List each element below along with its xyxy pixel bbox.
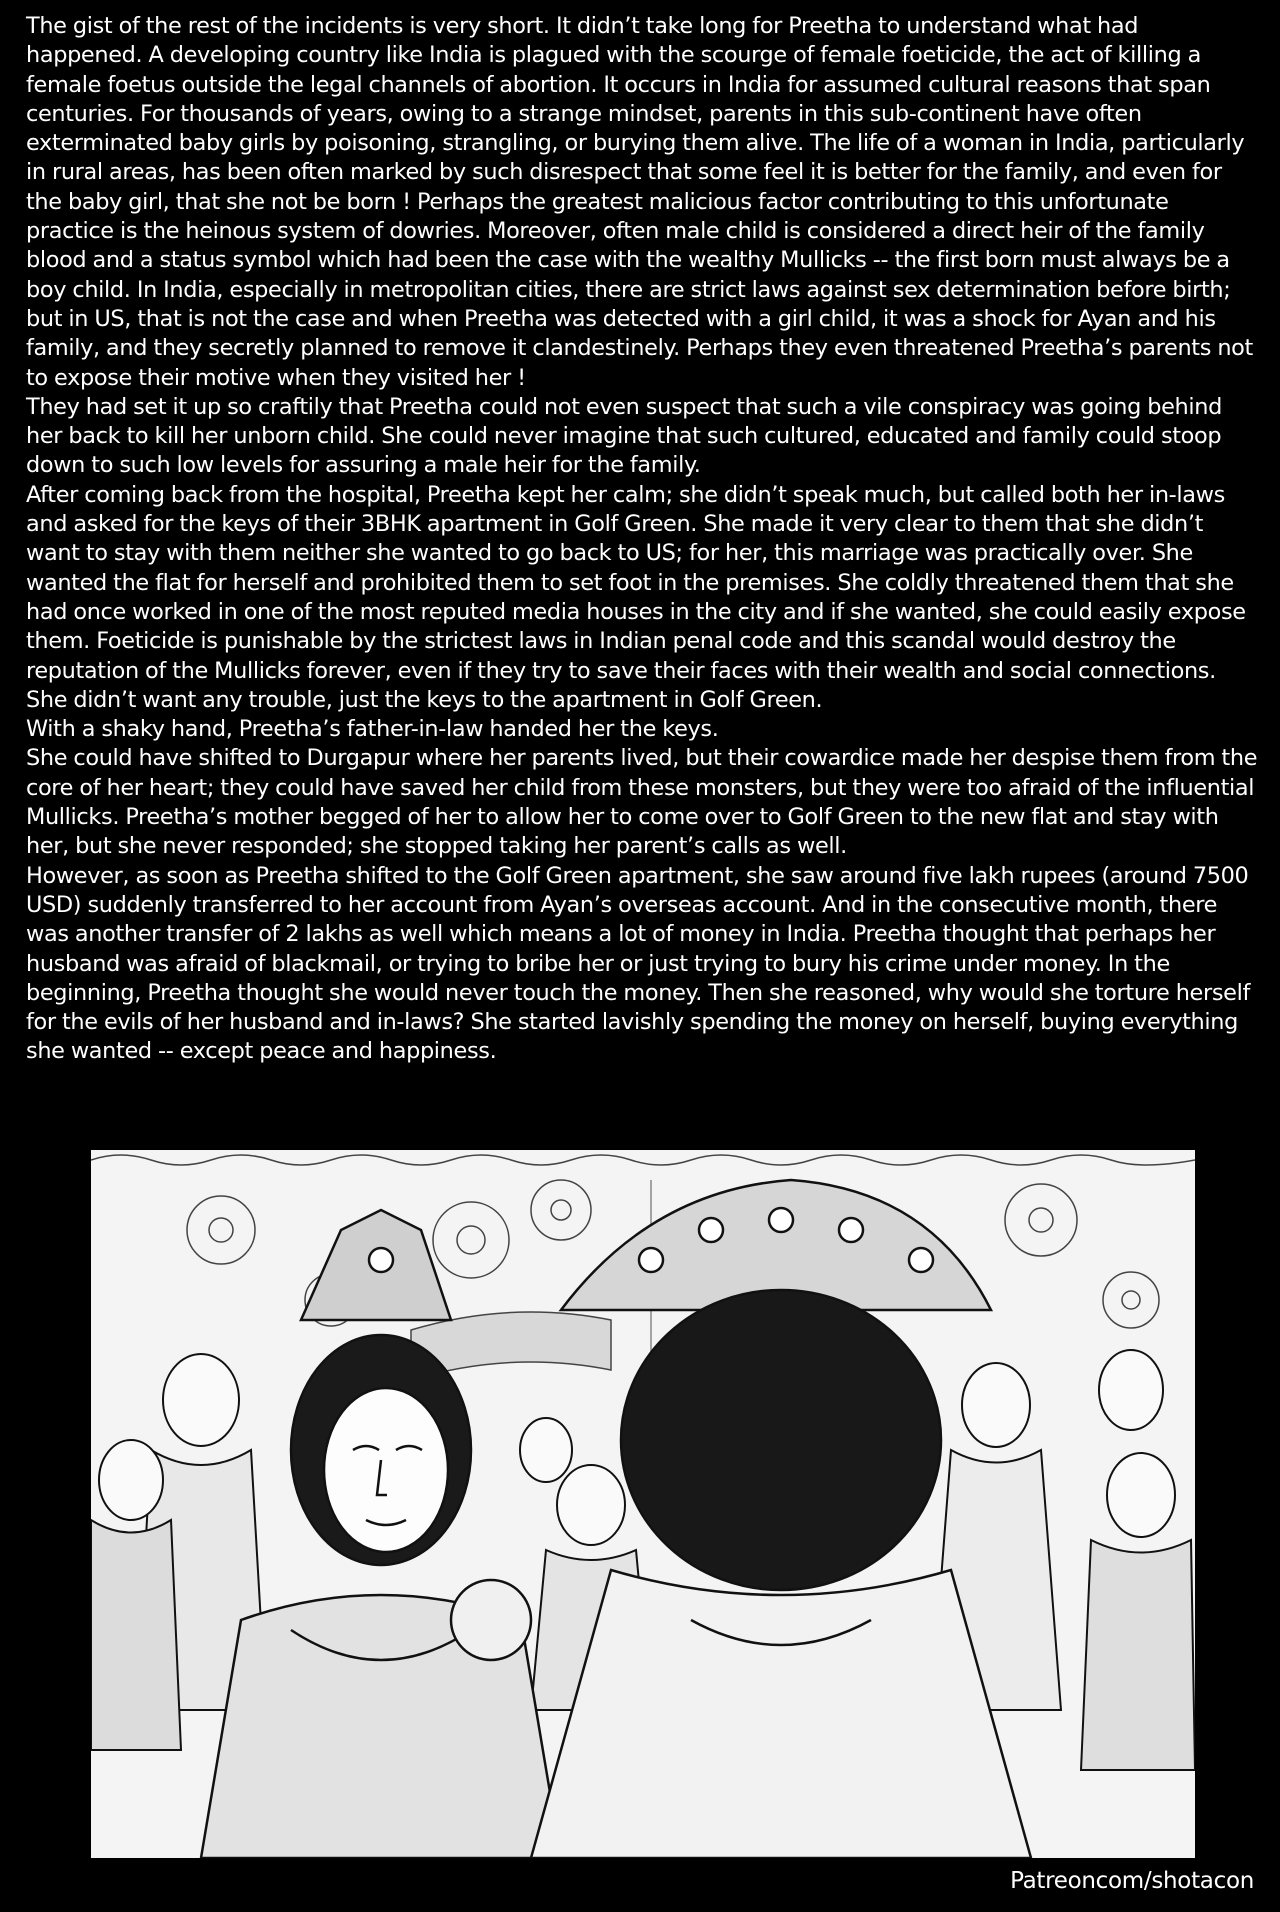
story-paragraph-1: The gist of the rest of the incidents is very short. It didn’t take long for Preetha to understand what had happened. A developing country like India is plagued with the scourge of female foeticide, the act of killing a female foetus outside the legal channels of abortion. It occurs in India for assumed cultural reasons that span centuries. For thousands of years, owing to a strange mindset, parents in this sub-continent have often exterminated baby girls by poisoning, strangling, or burying them alive. The life of a woman in India, particularly in rural areas, has been often marked by such disrespect that some feel it is better for the family, and even for the baby girl, that she not be born ! Perhaps the greatest malicious factor contributing to this unfortunate practice is the heinous system of dowries. Moreover, often male child is considered a direct heir of the family blood and a status symbol which had been the case with the wealthy Mullicks -- the first born must always be a boy child. In India, especially in metropolitan cities, there are strict laws against sex determination before birth; but in US, that is not the case and when Preetha was detected with a girl child, it was a shock for Ayan and his family, and they secretly planned to remove it clandestinely. Perhaps they even threatened Preetha’s parents not to expose their motive when they visited her !	[26, 13, 1253, 391]
wedding-illustration	[91, 1150, 1195, 1858]
story-paragraph-6: However, as soon as Preetha shifted to the Golf Green apartment, she saw around five lakh rupees (around 7500 USD) suddenly transferred to her account from Ayan’s overseas account. And in the consecutive month, there was another transfer of 2 lakhs as well which means a lot of money in India. Preetha thought that perhaps her husband was afraid of blackmail, or trying to bribe her or just trying to bury his crime under money. In the beginning, Preetha thought she would never touch the money. Then she reasoned, why would she torture herself for the evils of her husband and in-laws? She started lavishly spending the money on herself, buying everything she wanted -- except peace and happiness.	[26, 862, 1250, 1065]
story-paragraph-3: After coming back from the hospital, Preetha kept her calm; she didn’t speak much, but called both her in-laws and asked for the keys of their 3BHK apartment in Golf Green. She made it very clear to them that she didn’t want to stay with them neither she wanted to go back to US; for her, this marriage was practically over. She wanted the flat for herself and prohibited them to set foot in the premises. She coldly threatened them that she had once worked in one of the most reputed media houses in the city and if she wanted, she could easily expose them. Foeticide is punishable by the strictest laws in Indian penal code and this scandal would destroy the reputation of the Mullicks forever, even if they try to save their faces with their wealth and social connections. She didn’t want any trouble, just the keys to the apartment in Golf Green.	[26, 481, 1246, 713]
watermark-credit: Patreoncom/shotacon	[1010, 1868, 1254, 1894]
story-paragraph-5: She could have shifted to Durgapur where her parents lived, but their cowardice made her despise them from the core of her heart; they could have saved her child from these monsters, but they were too afraid of the influential Mullicks. Preetha’s mother begged of her to allow her to come over to Golf Green to the new flat and stay with her, but she never responded; she stopped taking her parent’s calls as well.	[26, 745, 1258, 860]
story-paragraph-4: With a shaky hand, Preetha’s father-in-law handed her the keys.	[26, 716, 719, 743]
story-paragraph-2: They had set it up so craftily that Preetha could not even suspect that such a vile conspiracy was going behind her back to kill her unborn child. She could never imagine that such cultured, educated and family could stoop down to such low levels for assuring a male heir for the family.	[26, 393, 1222, 479]
story-text-block	[26, 12, 1258, 1067]
